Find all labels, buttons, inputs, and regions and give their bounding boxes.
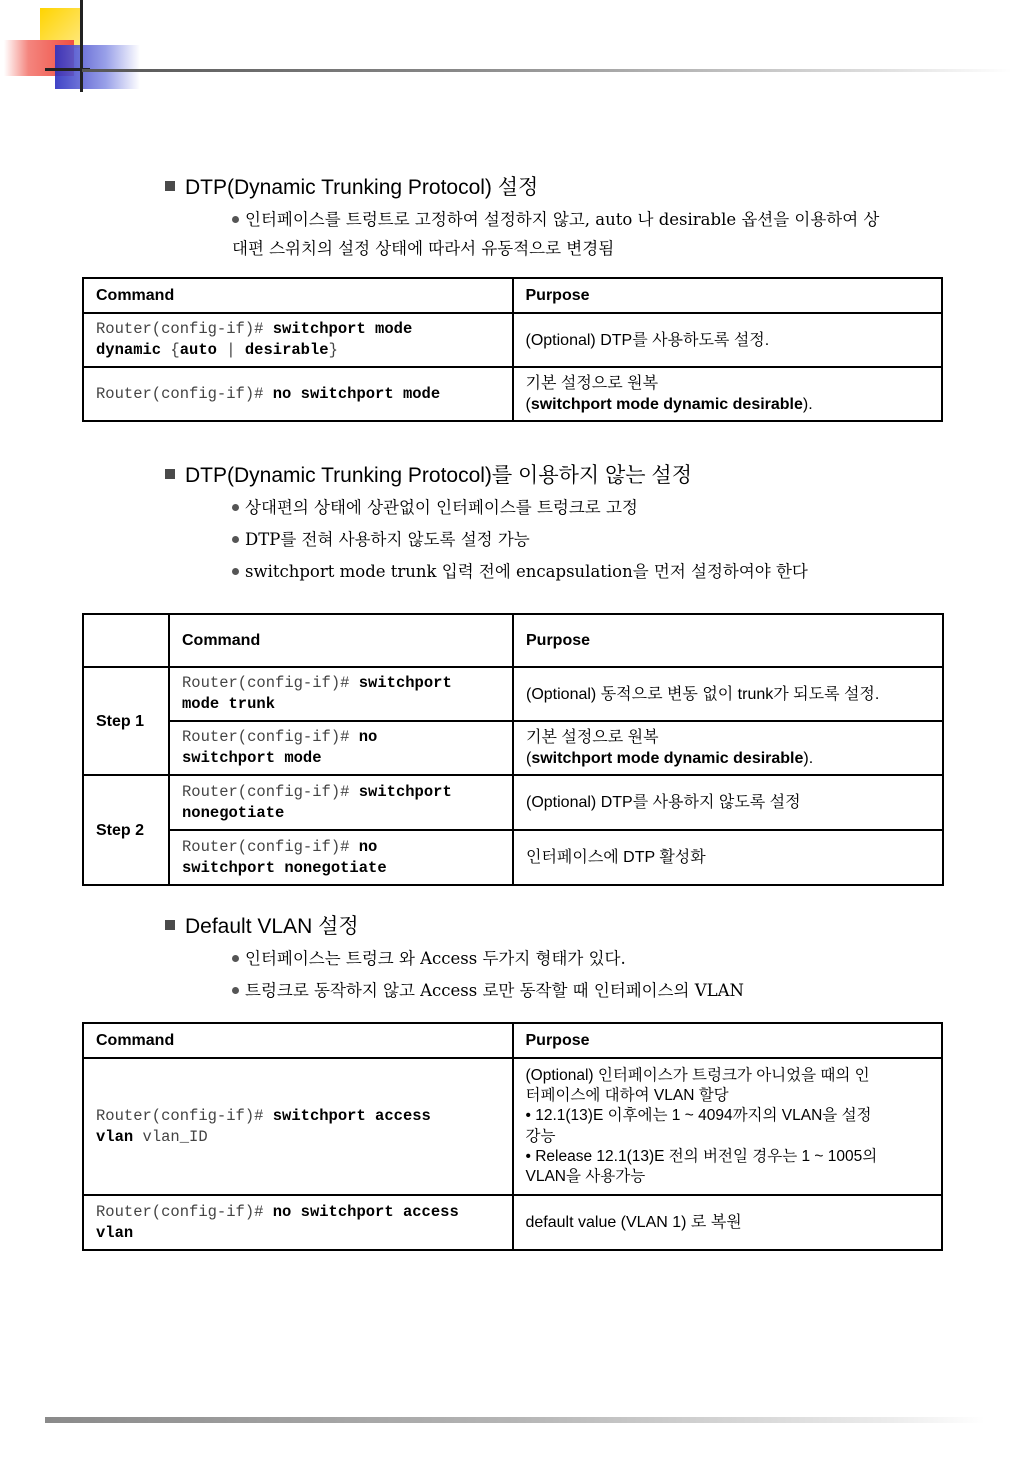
command-cell: Router(config-if)# switchport mode dynamic {auto | desirable}	[83, 313, 513, 367]
bullet-text: switchport mode trunk 입력 전에 encapsulation을 먼저 설정하여야 한다	[245, 562, 808, 581]
empty-header-cell	[83, 614, 169, 667]
purpose-cell: (Optional) DTP를 사용하지 않도록 설정	[513, 775, 943, 830]
column-header-purpose: Purpose	[513, 614, 943, 667]
column-header-purpose: Purpose	[513, 278, 943, 313]
command-cell: Router(config-if)# no switchport access vlan	[83, 1195, 513, 1250]
bullet-text: 대편 스위치의 설정 상태에 따라서 유동적으로 변경됨	[232, 239, 615, 258]
bullet-item	[232, 525, 952, 554]
column-header-command: Command	[83, 1023, 513, 1058]
bullet-item	[232, 557, 952, 586]
table-row	[83, 313, 942, 367]
purpose-cell: 인터페이스에 DTP 활성화	[513, 830, 943, 885]
nonegotiate-steps-table	[82, 613, 944, 886]
heading-text: Default VLAN 설정	[185, 915, 359, 938]
bullet-dot-icon	[232, 216, 239, 223]
command-cell: Router(config-if)# no switchport mode	[169, 721, 513, 775]
bullet-dot-icon	[232, 987, 239, 994]
square-bullet-icon	[165, 469, 175, 479]
column-header-purpose: Purpose	[513, 1023, 943, 1058]
bullet-text: DTP를 전혀 사용하지 않도록 설정 가능	[245, 530, 530, 549]
section-heading-dtp	[165, 171, 538, 201]
bullet-text: 인터페이스를 트렁트로 고정하여 설정하지 않고, auto 나 desirable 옵션을 이용하여 상	[245, 210, 880, 229]
table-header-row	[83, 614, 943, 667]
table-row	[83, 721, 943, 775]
footer-rule	[45, 1417, 985, 1423]
table-row	[83, 775, 943, 830]
table-row	[83, 367, 942, 421]
bullet-item	[232, 205, 952, 234]
column-header-command: Command	[169, 614, 513, 667]
bullet-dot-icon	[232, 568, 239, 575]
purpose-cell: (Optional) 동적으로 변동 없이 trunk가 되도록 설정.	[513, 667, 943, 721]
bullet-dot-icon	[232, 536, 239, 543]
command-cell: Router(config-if)# switchport nonegotiate	[169, 775, 513, 830]
dtp-command-table	[82, 277, 943, 422]
command-cell: Router(config-if)# no switchport nonegotiate	[169, 830, 513, 885]
square-bullet-icon	[165, 181, 175, 191]
bullet-item	[232, 493, 952, 522]
table-row	[83, 1058, 942, 1195]
corner-logo	[0, 0, 150, 100]
bullet-text: 트렁크로 동작하지 않고 Access 로만 동작할 때 인터페이스의 VLAN	[245, 981, 744, 1000]
bullet-dot-icon	[232, 504, 239, 511]
logo-vertical-line	[80, 0, 83, 92]
section-heading-default-vlan	[165, 910, 359, 940]
purpose-cell: default value (VLAN 1) 로 복원	[513, 1195, 943, 1250]
heading-text: DTP(Dynamic Trunking Protocol) 설정	[185, 176, 539, 199]
table-header-row	[83, 278, 942, 313]
heading-text: DTP(Dynamic Trunking Protocol)를 이용하지 않는 설정	[185, 464, 692, 487]
bullet-text: 상대편의 상태에 상관없이 인터페이스를 트렁크로 고정	[245, 498, 638, 517]
step-label: Step 1	[83, 667, 169, 775]
table-row	[83, 830, 943, 885]
bullet-item	[232, 944, 952, 973]
purpose-cell: (Optional) DTP를 사용하도록 설정.	[513, 313, 943, 367]
bullet-item	[232, 976, 952, 1005]
header-rule	[82, 69, 1012, 72]
command-cell: Router(config-if)# switchport access vlan vlan_ID	[83, 1058, 513, 1195]
command-cell: Router(config-if)# no switchport mode	[83, 367, 513, 421]
step-label: Step 2	[83, 775, 169, 885]
bullet-dot-icon	[232, 955, 239, 962]
purpose-cell: 기본 설정으로 원복 (switchport mode dynamic desirable).	[513, 721, 943, 775]
command-cell: Router(config-if)# switchport mode trunk	[169, 667, 513, 721]
bullet-text: 인터페이스는 트렁크 와 Access 두가지 형태가 있다.	[245, 949, 626, 968]
table-header-row	[83, 1023, 942, 1058]
table-row	[83, 1195, 942, 1250]
section-heading-no-dtp	[165, 459, 692, 489]
purpose-cell: 기본 설정으로 원복 (switchport mode dynamic desirable).	[513, 367, 943, 421]
square-bullet-icon	[165, 920, 175, 930]
logo-blue-square	[55, 45, 140, 89]
column-header-command: Command	[83, 278, 513, 313]
purpose-cell: (Optional) 인터페이스가 트렁크가 아니었을 때의 인 터페이스에 대하여 VLAN 할당 • 12.1(13)E 이후에는 1 ~ 4094까지의 VLAN을 설정 강능 • Release 12.1(13)E 전의 버전일 경우는 1 ~ 1005의 VLAN을 사용가능	[513, 1058, 943, 1195]
table-row	[83, 667, 943, 721]
bullet-continuation	[232, 234, 952, 263]
access-vlan-table	[82, 1022, 943, 1251]
